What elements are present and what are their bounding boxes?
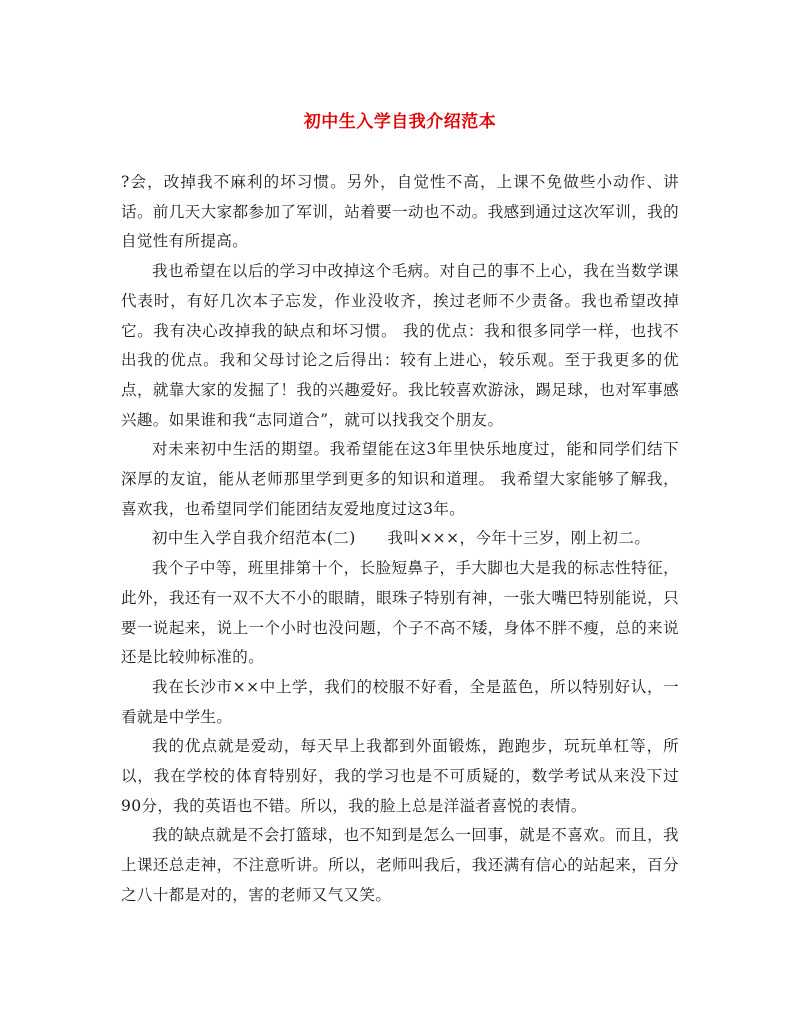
paragraph: ?会，改掉我不麻利的坏习惯。另外，自觉性不高，上课不免做些小动作、讲话。前几天大家都参加了军训，站着要一动也不动。我感到通过这次军训，我的自觉性有所提高。: [121, 173, 679, 251]
paragraph: 我个子中等，班里排第十个，长脸短鼻子，手大脚也大是我的标志性特征，此外，我还有一双不大不小的眼睛，眼珠子特别有神，一张大嘴巴特别能说，只要一说起来，说上一个小时也没问题，个子不高不矮，身体不胖不瘦，总的来说还是比较帅标准的。: [121, 559, 679, 667]
document-body: [121, 168, 679, 911]
paragraph: 初中生入学自我介绍范本(二) 我叫×××，今年十三岁，刚上初二。: [152, 529, 651, 548]
page-title: 初中生入学自我介绍范本: [303, 112, 497, 132]
paragraph: 我在长沙市××中上学，我们的校服不好看，全是蓝色，所以特别好认，一看就是中学生。: [121, 677, 679, 726]
paragraph: 我的优点就是爱动，每天早上我都到外面锻炼，跑跑步，玩玩单杠等，所以，我在学校的体育特别好，我的学习也是不可质疑的，数学考试从来没下过90分，我的英语也不错。所以，我的脸上总是洋溢者喜悦的表情。: [121, 737, 679, 815]
paragraph: 我的缺点就是不会打篮球，也不知到是怎么一回事，就是不喜欢。而且，我上课还总走神，不注意听讲。所以，老师叫我后，我还满有信心的站起来，百分之八十都是对的，害的老师又气又笑。: [121, 826, 679, 904]
paragraph: 我也希望在以后的学习中改掉这个毛病。对自己的事不上心，我在当数学课代表时，有好几次本子忘发，作业没收齐，挨过老师不少责备。我也希望改掉它。我有决心改掉我的缺点和坏习惯。 我的优点：我和很多同学一样，也找不出我的优点。我和父母讨论之后得出：较有上进心，较乐观。至于我更多的优点，就靠大家的发掘了！我的兴趣爱好。我比较喜欢游泳，踢足球，也对军事感兴趣。如果谁和我“志同道合”，就可以找我交个朋友。: [121, 262, 679, 429]
paragraph: 对未来初中生活的期望。我希望能在这3年里快乐地度过，能和同学们结下深厚的友谊，能从老师那里学到更多的知识和道理。 我希望大家能够了解我，喜欢我，也希望同学们能团结友爱地度过这3年。: [121, 440, 679, 518]
